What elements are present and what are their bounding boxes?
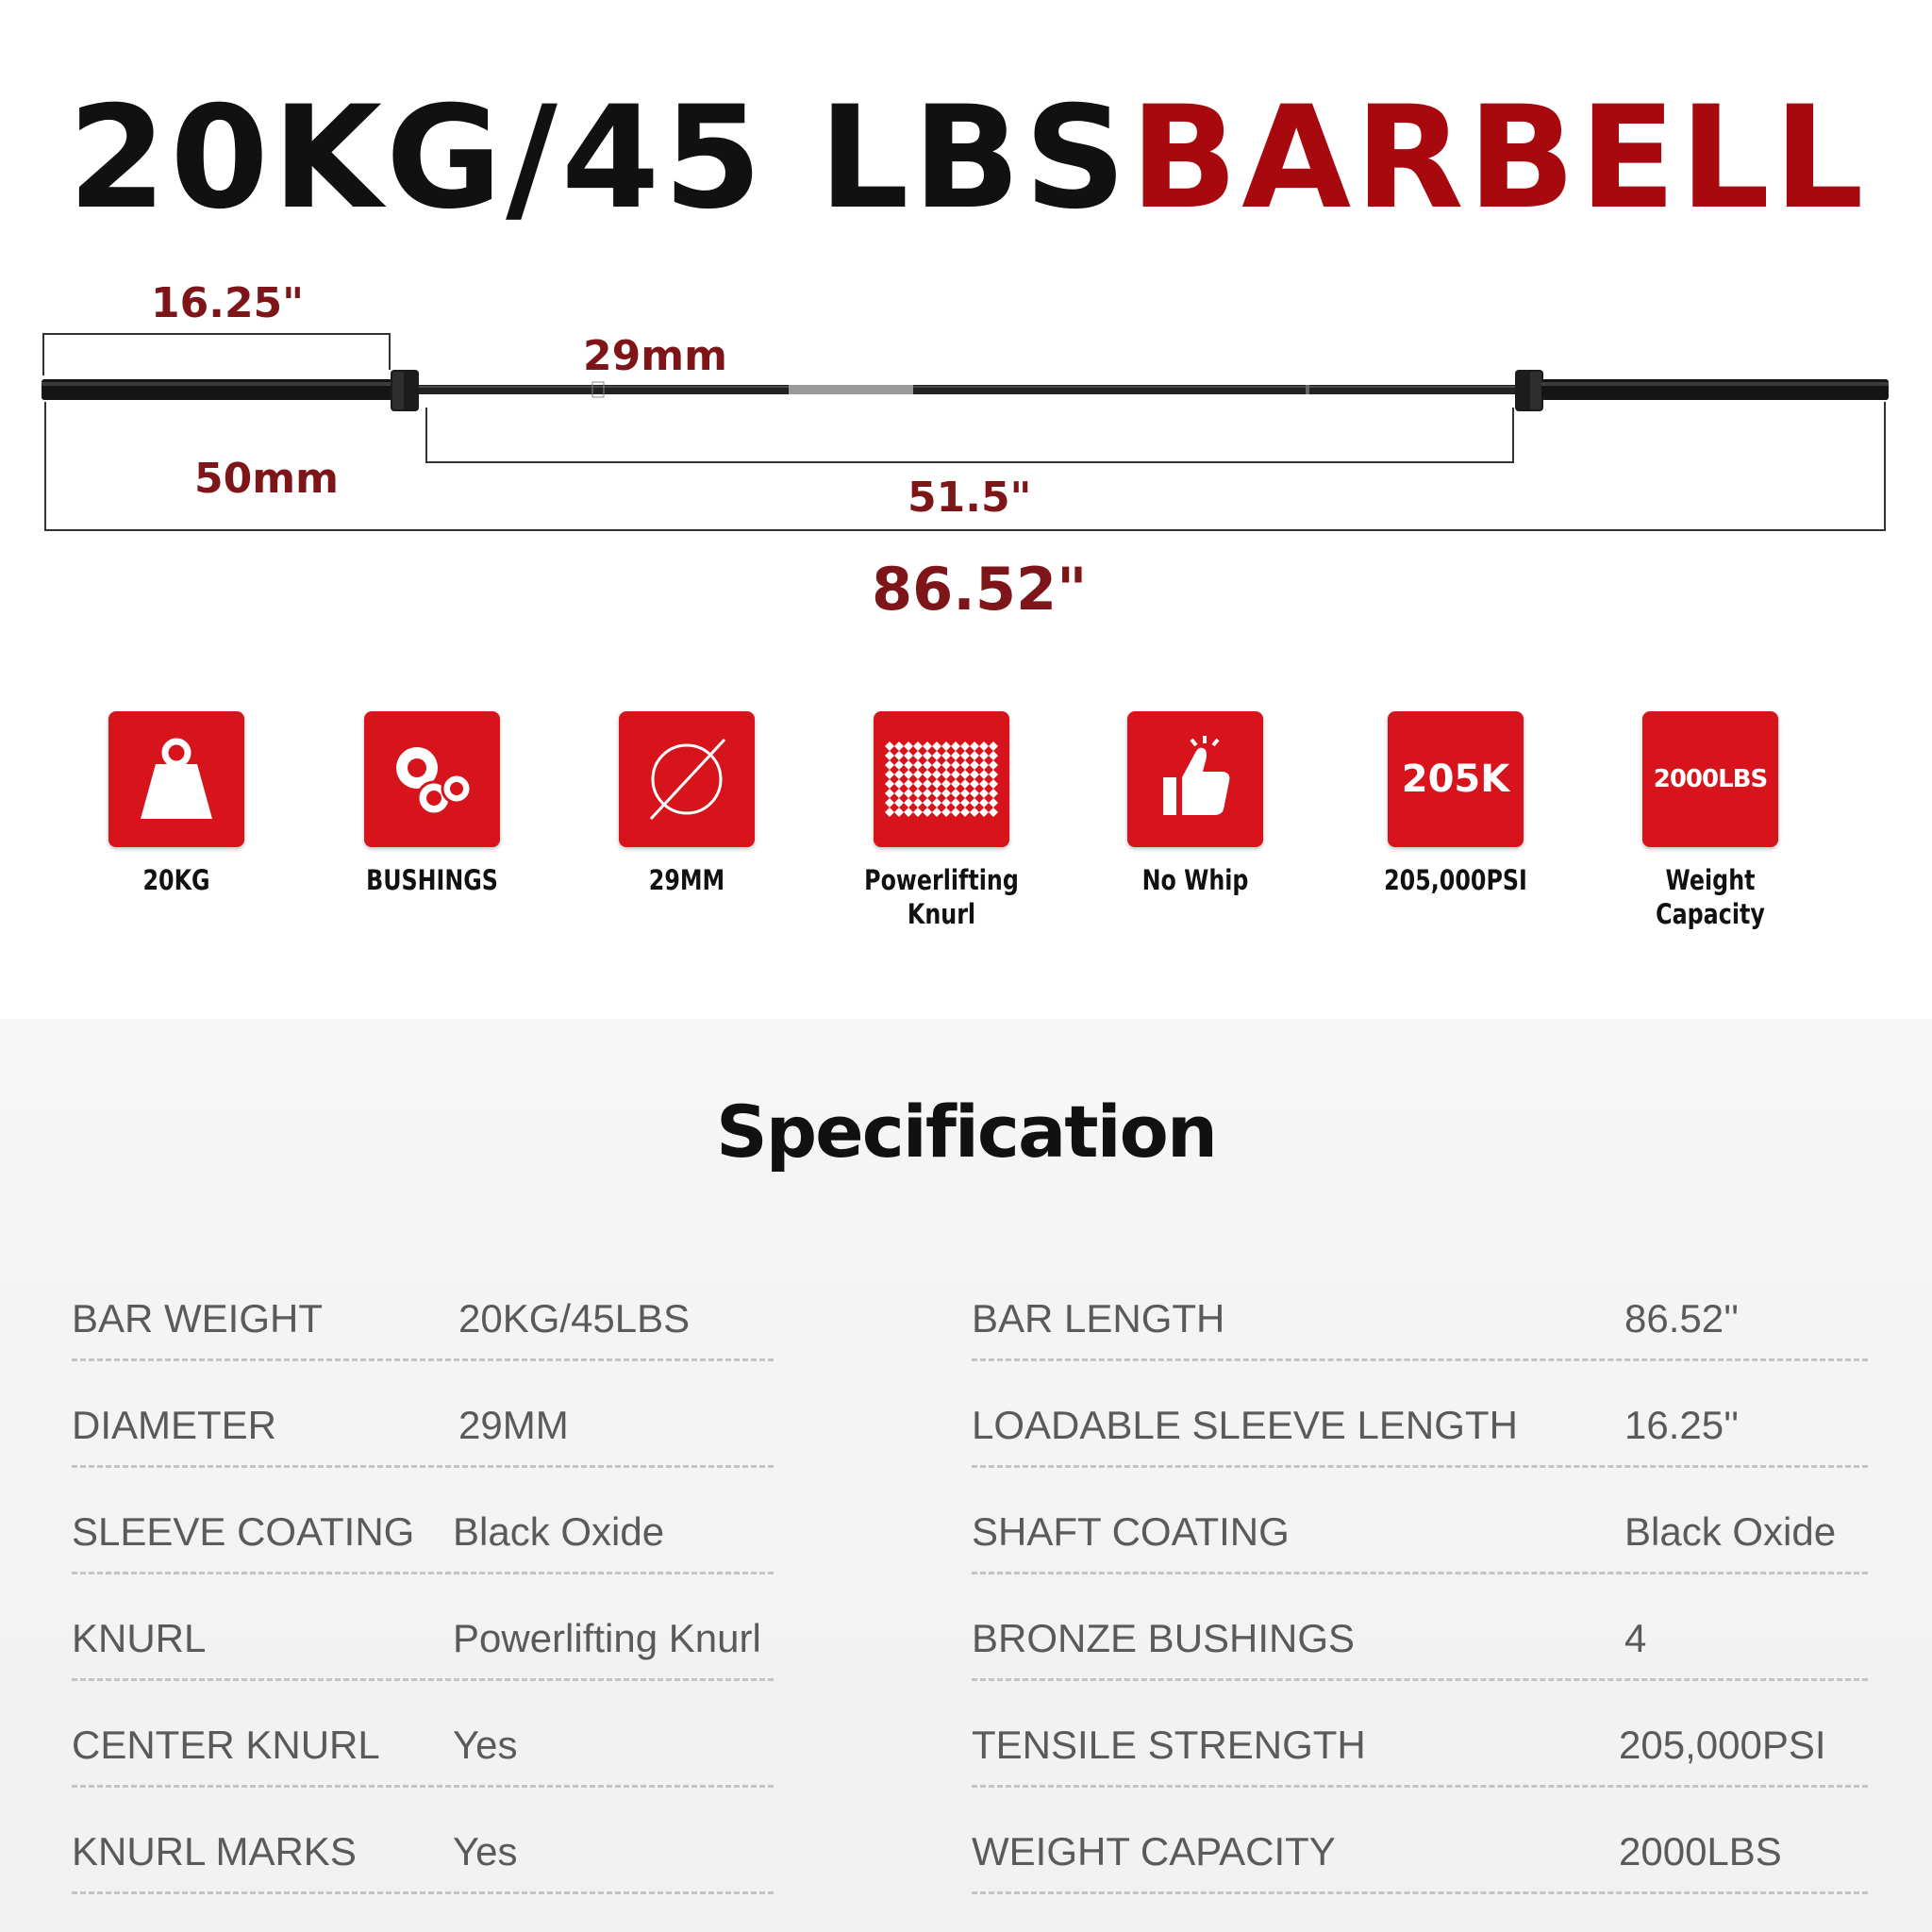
sleeve-length-label: 16.25" bbox=[151, 279, 305, 327]
shaft-diameter-label: 29mm bbox=[583, 332, 727, 380]
total-length-label: 86.52" bbox=[872, 555, 1088, 624]
spec-value: 16.25'' bbox=[1624, 1403, 1740, 1447]
feature-no-whip bbox=[1077, 708, 1313, 953]
spec-label: DIAMETER bbox=[72, 1403, 277, 1447]
spec-label: BRONZE BUSHINGS bbox=[972, 1616, 1356, 1660]
feature-knurl bbox=[824, 708, 1059, 953]
spec-label: KNURL MARKS bbox=[72, 1829, 357, 1874]
spec-label: SHAFT COATING bbox=[972, 1509, 1290, 1554]
tensile-badge-text: 205K bbox=[1401, 758, 1510, 801]
spec-value: 2000LBS bbox=[1619, 1829, 1782, 1874]
spec-row bbox=[972, 1255, 1868, 1361]
title-weight: 20KG/45 LBS bbox=[68, 76, 1130, 241]
spec-value: 86.52'' bbox=[1624, 1296, 1740, 1341]
feature-bushings bbox=[314, 708, 550, 953]
spec-value: 4 bbox=[1624, 1616, 1647, 1660]
bushings-icon bbox=[364, 711, 500, 847]
feature-label: 20KG bbox=[142, 864, 210, 896]
feature-label: Weight Capacity bbox=[1656, 864, 1765, 930]
specification-section bbox=[0, 1019, 1932, 1932]
spec-row bbox=[72, 1361, 774, 1468]
feature-label: 29MM bbox=[648, 864, 725, 896]
feature-row bbox=[0, 708, 1932, 953]
tensile-badge bbox=[1388, 711, 1524, 847]
spec-title: Specification bbox=[716, 1090, 1216, 1174]
spec-row bbox=[972, 1788, 1868, 1894]
spec-value: Powerlifting Knurl bbox=[453, 1616, 761, 1660]
spec-row bbox=[72, 1468, 774, 1574]
shaft-length-bracket bbox=[426, 408, 1513, 462]
spec-label: SLEEVE COATING bbox=[72, 1509, 415, 1554]
page-title bbox=[68, 76, 1868, 241]
title-product: BARBELL bbox=[1129, 76, 1868, 241]
spec-label: KNURL bbox=[72, 1616, 207, 1660]
weight-icon bbox=[108, 711, 244, 847]
spec-label: TENSILE STRENGTH bbox=[972, 1723, 1366, 1767]
capacity-badge-text: 2000LBS bbox=[1653, 765, 1768, 793]
sleeve-length-bracket bbox=[43, 334, 390, 340]
barbell-diagram bbox=[0, 264, 1932, 641]
spec-row bbox=[972, 1361, 1868, 1468]
spec-value: Yes bbox=[453, 1723, 518, 1767]
feature-capacity bbox=[1592, 708, 1828, 953]
spec-row bbox=[72, 1255, 774, 1361]
spec-label: LOADABLE SLEEVE LENGTH bbox=[972, 1403, 1518, 1447]
capacity-badge bbox=[1642, 711, 1778, 847]
spec-value: Yes bbox=[453, 1829, 518, 1874]
spec-value: Black Oxide bbox=[1624, 1509, 1837, 1554]
center-smooth bbox=[789, 385, 913, 394]
spec-label: BAR LENGTH bbox=[972, 1296, 1225, 1341]
diameter-icon bbox=[619, 711, 755, 847]
feature-tensile bbox=[1338, 708, 1574, 953]
feature-label: No Whip bbox=[1141, 864, 1249, 896]
spec-value: Black Oxide bbox=[453, 1509, 665, 1554]
sleeve-diameter-label: 50mm bbox=[194, 455, 339, 503]
knurl-icon bbox=[874, 711, 1009, 847]
spec-row bbox=[72, 1681, 774, 1788]
spec-row bbox=[72, 1574, 774, 1681]
spec-row bbox=[72, 1788, 774, 1894]
feature-diameter bbox=[569, 708, 805, 953]
spec-label: BAR WEIGHT bbox=[72, 1296, 324, 1341]
feature-label: 205,000PSI bbox=[1384, 864, 1527, 896]
spec-row bbox=[972, 1574, 1868, 1681]
knurl-mark-right bbox=[1306, 385, 1309, 394]
spec-row bbox=[972, 1681, 1868, 1788]
shaft-length-label: 51.5" bbox=[908, 474, 1032, 522]
spec-value: 20KG/45LBS bbox=[458, 1296, 691, 1341]
thumbs-up-icon bbox=[1127, 711, 1263, 847]
spec-label: WEIGHT CAPACITY bbox=[972, 1829, 1336, 1874]
spec-value: 205,000PSI bbox=[1619, 1723, 1826, 1767]
feature-label: BUSHINGS bbox=[366, 864, 498, 896]
feature-weight bbox=[58, 708, 294, 953]
spec-row bbox=[972, 1468, 1868, 1574]
feature-label: Powerlifting Knurl bbox=[864, 864, 1019, 930]
spec-label: CENTER KNURL bbox=[72, 1723, 380, 1767]
spec-value: 29MM bbox=[458, 1403, 569, 1447]
